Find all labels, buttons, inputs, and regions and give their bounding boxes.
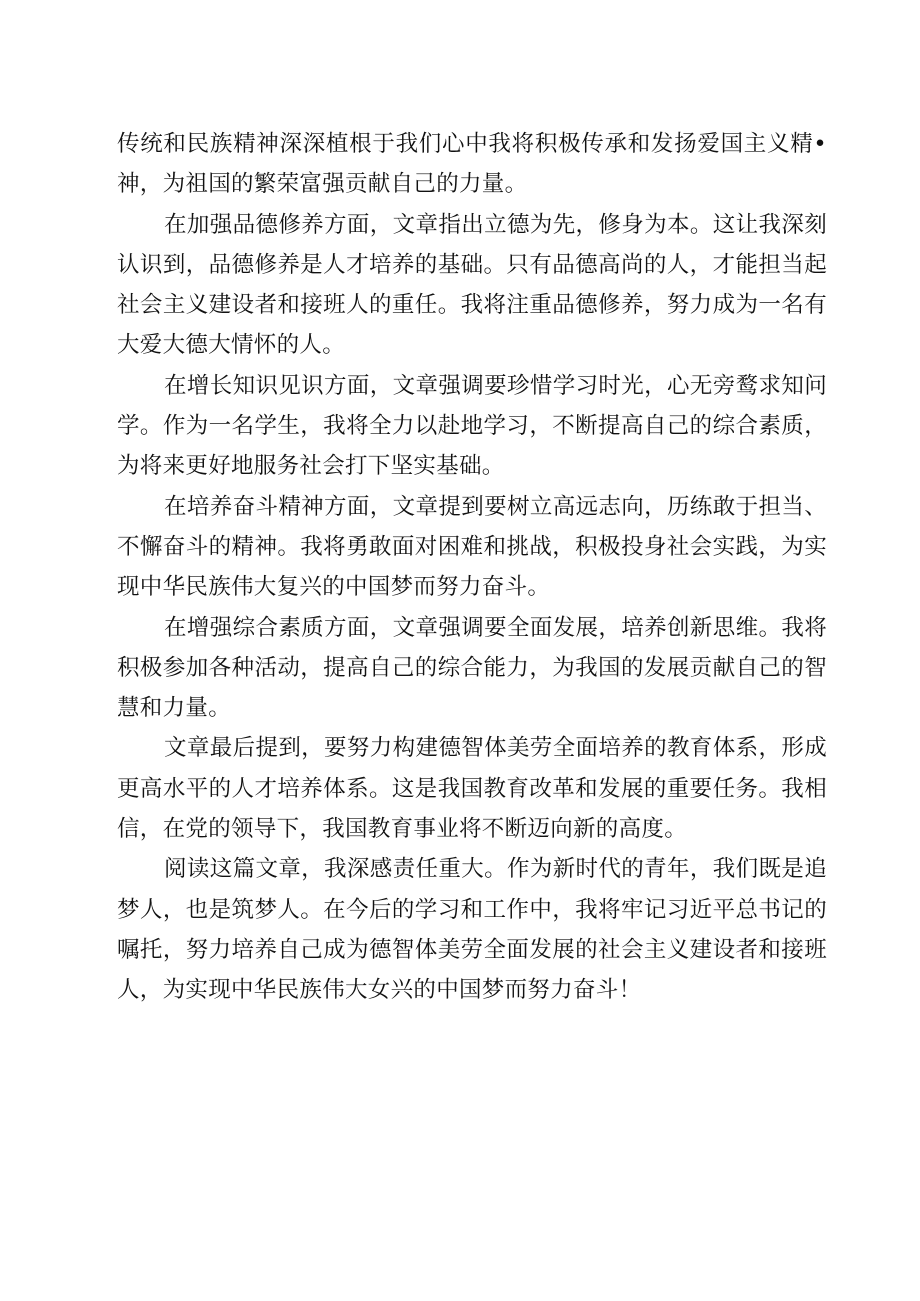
paragraph-moral-cultivation: 在加强品德修养方面，文章指出立德为先，修身为本。这让我深刻认识到，品德修养是人才培养的基础。只有品德高尚的人，才能担当起社会主义建设者和接班人的重任。我将注重品德修养，努力成为一名有大爱大德大情怀的人。: [117, 211, 827, 359]
paragraph-striving-spirit: 在培养奋斗精神方面，文章提到要树立高远志向，历练敢于担当、不懈奋斗的精神。我将勇敢面对困难和挑战，积极投身社会实践，为实现中华民族伟大复兴的中国梦而努力奋斗。: [117, 493, 827, 601]
paragraph-comprehensive-quality: 在增强综合素质方面，文章强调要全面发展，培养创新思维。我将积极参加各种活动，提高自己的综合能力，为我国的发展贡献自己的智慧和力量。: [117, 614, 827, 722]
document-body: [117, 124, 827, 1011]
paragraph-conclusion: 阅读这篇文章，我深感责任重大。作为新时代的青年，我们既是追梦人，也是筑梦人。在今后的学习和工作中，我将牢记习近平总书记的嘱托，努力培养自己成为德智体美劳全面发展的社会主义建设者和接班人，为实现中华民族伟大女兴的中国梦而努力奋斗！: [117, 856, 827, 1004]
paragraph-continuation: 传统和民族精神深深植根于我们心中我将积极传承和发扬爱国主义精•神，为祖国的繁荣富强贡献自己的力量。: [117, 131, 827, 198]
paragraph-knowledge: 在增长知识见识方面，文章强调要珍惜学习时光，心无旁鹜求知问学。作为一名学生，我将全力以赴地学习，不断提高自己的综合素质，为将来更好地服务社会打下坚实基础。: [117, 372, 827, 480]
paragraph-education-system: 文章最后提到，要努力构建德智体美劳全面培养的教育体系，形成更高水平的人才培养体系。这是我国教育改革和发展的重要任务。我相信，在党的领导下，我国教育事业将不断迈向新的高度。: [117, 735, 827, 843]
